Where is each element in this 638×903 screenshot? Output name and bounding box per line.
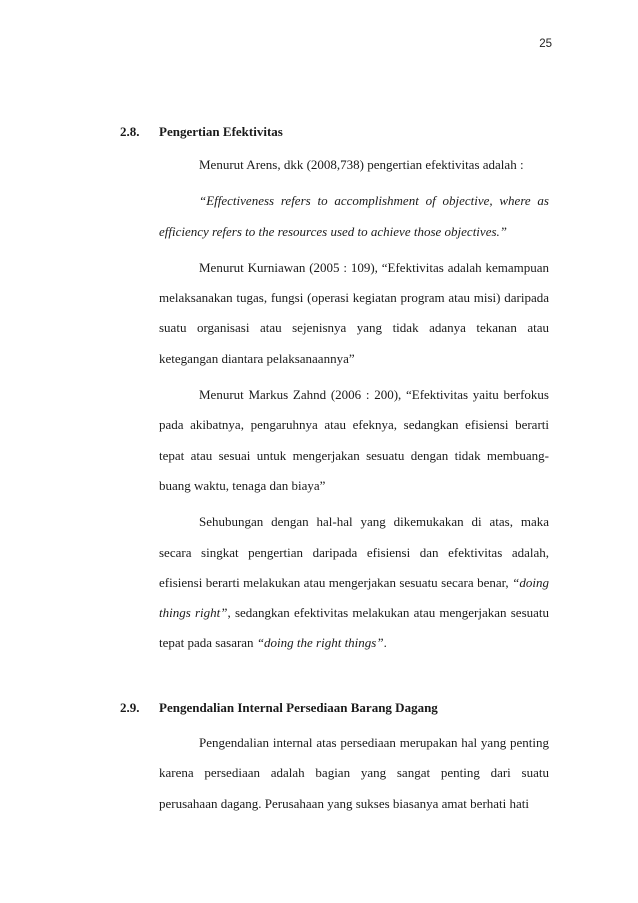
doing-the-right-things: “doing the right things” [256, 635, 384, 651]
paragraph-quote-effectiveness [159, 186, 549, 247]
paragraph-summary: Sehubungan dengan hal-hal yang dikemukakan di atas, maka secara singkat pengertian daripada efisiensi dan efektivitas adalah, efisiensi berarti melakukan atau mengerjakan sesuatu secara benar, “doing things right”, sedangkan efektivitas melakukan atau mengerjakan sesuatu tepat pada sasaran “doing the right things”. [159, 514, 550, 651]
doing-things-right: “doing things right” [159, 574, 549, 621]
quote-text: “Effectiveness refers to accomplishment of objective, where as efficiency refers to the resources used to achieve those objectives.” [159, 193, 549, 239]
paragraph-zahnd: Menurut Markus Zahnd (2006 : 200), “Efektivitas yaitu berfokus pada akibatnya, pengaruhnya atau efeknya, sedangkan efisiensi berarti tepat atau sesuai untuk mengerjakan sesuatu dengan tidak membuang-buang waktu, tenaga dan biaya” [159, 387, 549, 493]
section-heading-2-8 [120, 124, 283, 140]
section-heading-2-9 [120, 700, 438, 716]
section-body-2-9 [159, 728, 549, 819]
paragraph-pengendalian: Pengendalian internal atas persediaan merupakan hal yang penting karena persediaan adalah bagian yang sangat penting dari suatu perusahaan dagang. Perusahaan yang sukses biasanya amat berhati hati [159, 735, 549, 811]
section-number: 2.9. [120, 700, 140, 715]
paragraph-kurniawan: Menurut Kurniawan (2005 : 109), “Efektivitas adalah kemampuan melaksanakan tugas, fungsi (operasi kegiatan program atau misi) daripada suatu organisasi atau sejenisnya yang tidak adanya tekanan atau ketegangan diantara pelaksanaannya” [159, 259, 549, 366]
section-number: 2.8. [120, 124, 140, 139]
section-title: Pengendalian Internal Persediaan Barang Dagang [159, 700, 438, 715]
section-body-2-8 [159, 150, 549, 659]
paragraph-arens: Menurut Arens, dkk (2008,738) pengertian efektivitas adalah : [199, 157, 524, 172]
section-title: Pengertian Efektivitas [159, 124, 283, 139]
page-number: 25 [539, 38, 552, 50]
